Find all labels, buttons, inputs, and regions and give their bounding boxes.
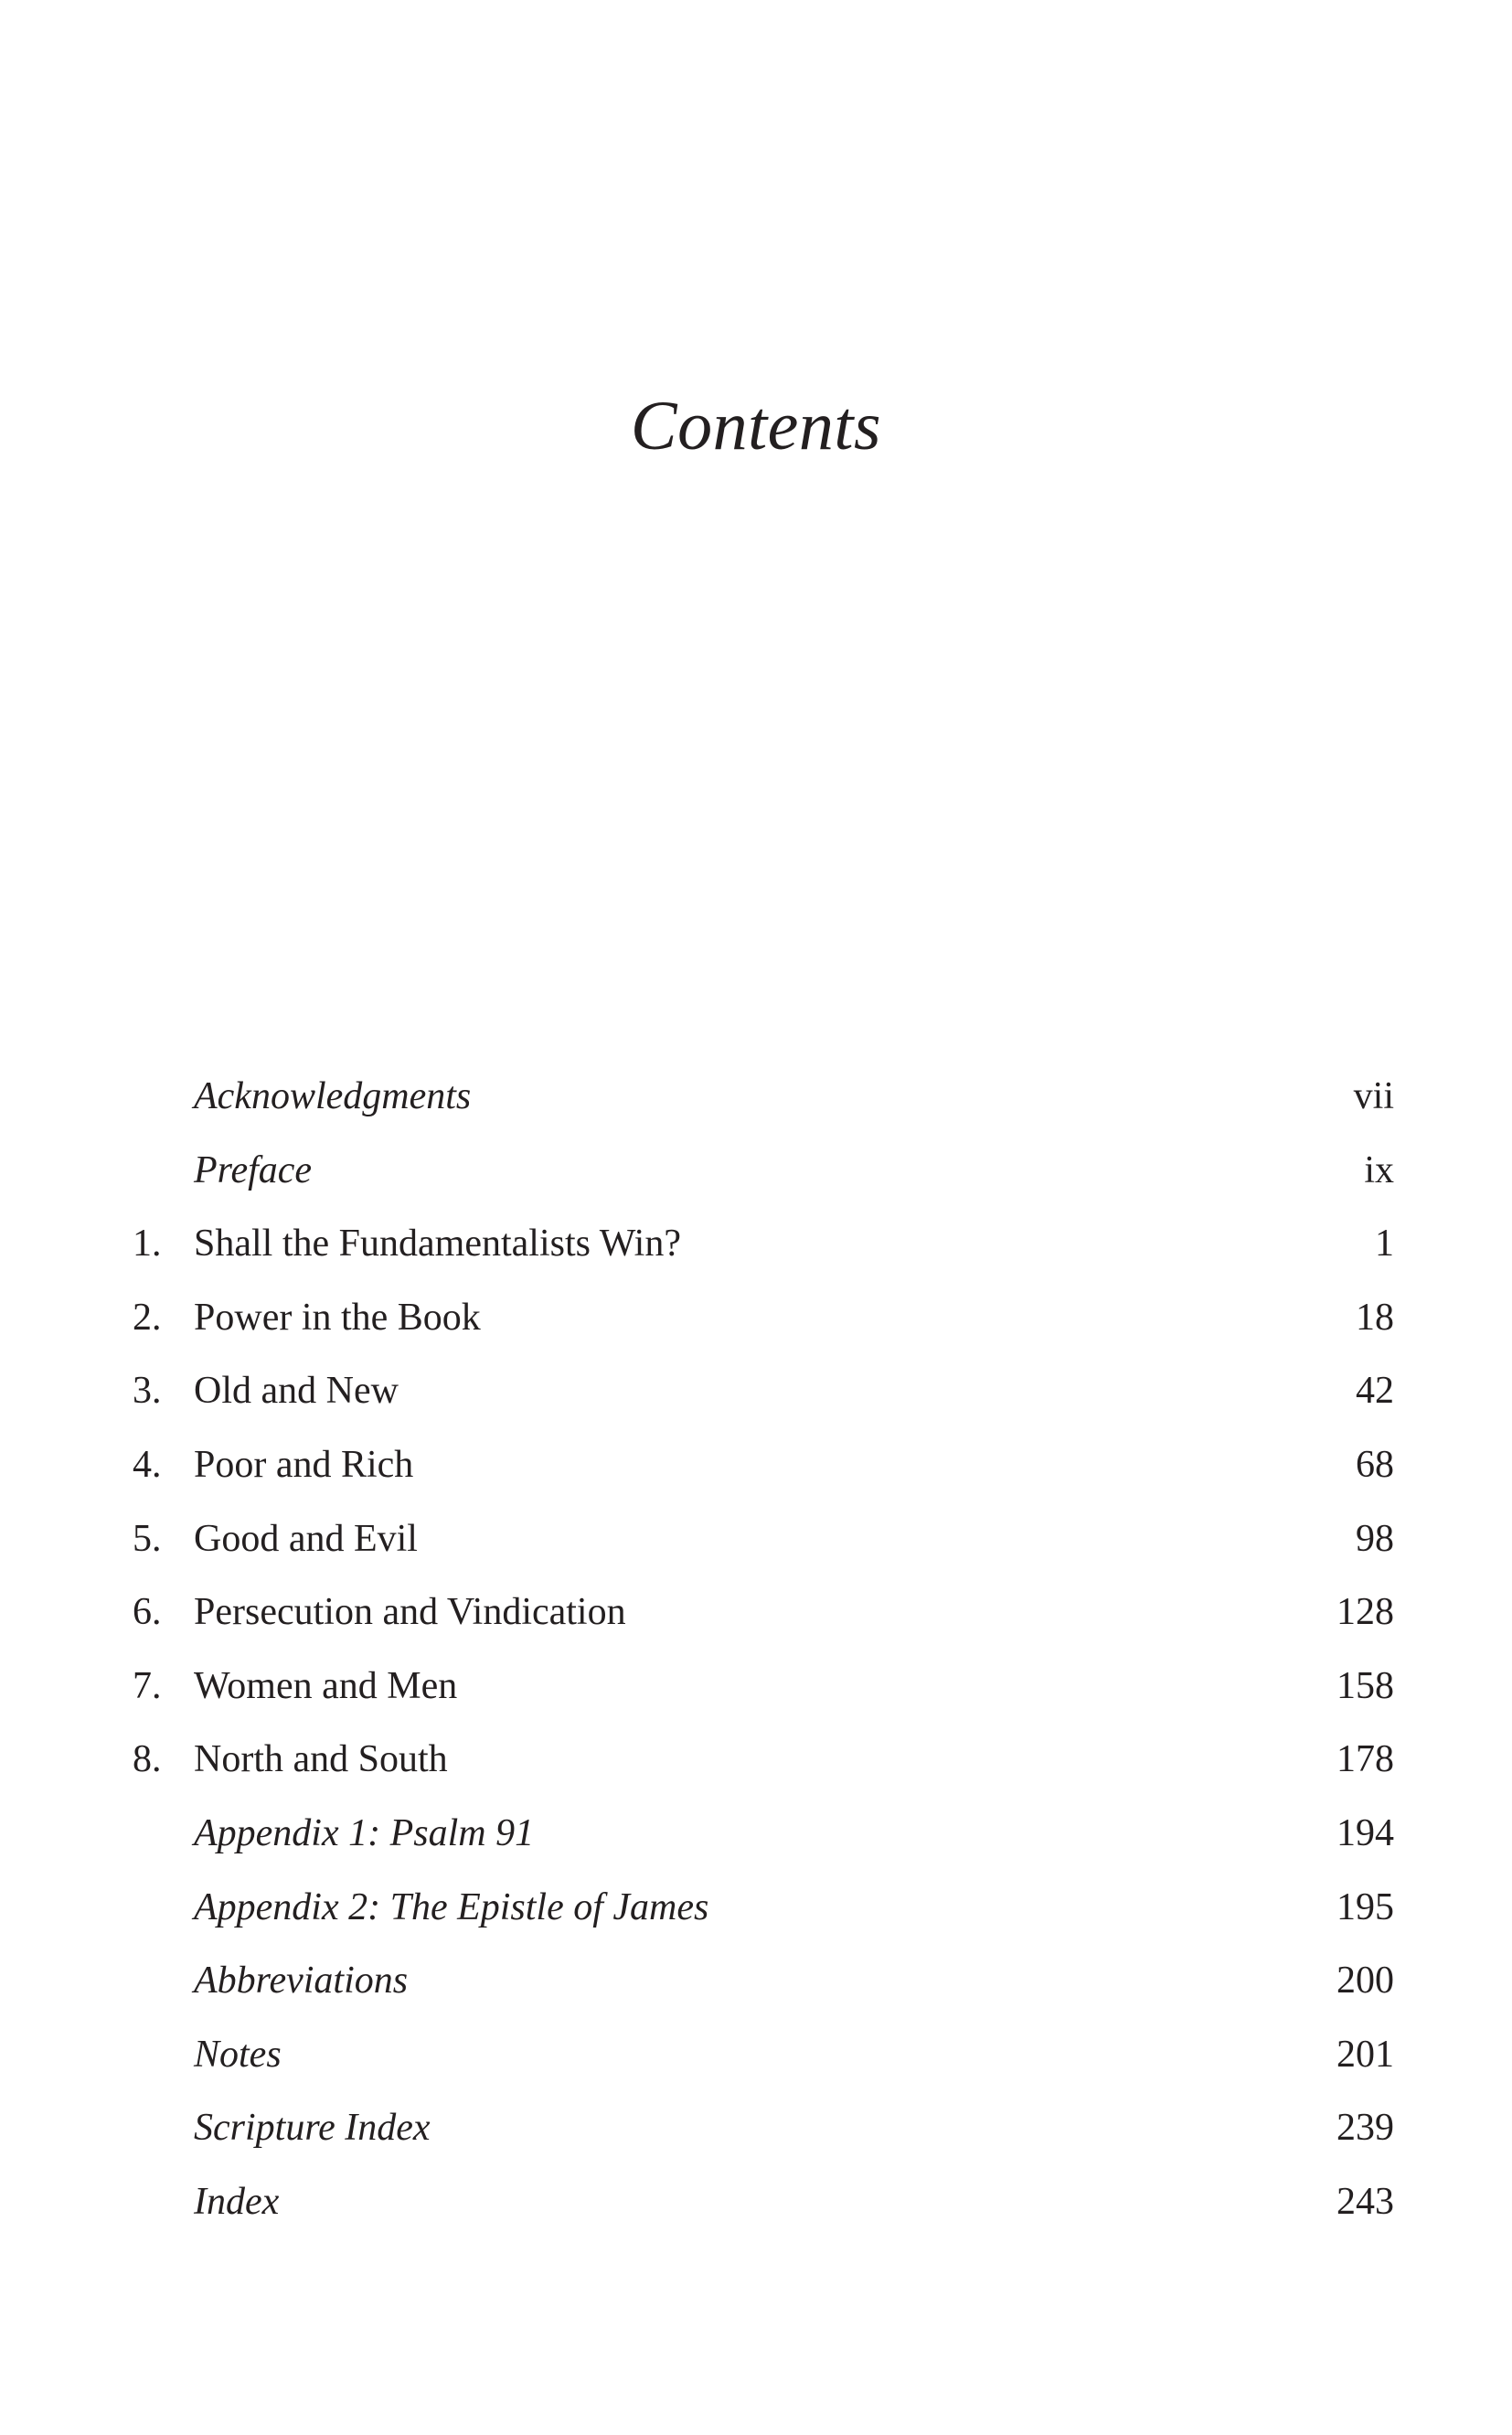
toc-entry-page: 42 — [1356, 1370, 1394, 1413]
toc-entry-title: North and South — [194, 1738, 448, 1781]
toc-entry-chapter-3[interactable] — [133, 1369, 1394, 1443]
toc-entry-chapter-2[interactable] — [133, 1296, 1394, 1370]
toc-entry-chapter-7[interactable] — [133, 1664, 1394, 1738]
toc-entry-page: 200 — [1336, 1960, 1394, 2002]
toc-entry-title: Shall the Fundamentalists Win? — [194, 1223, 681, 1266]
toc-entry-page: 201 — [1336, 2033, 1394, 2076]
toc-entry-chapter-5[interactable] — [133, 1517, 1394, 1591]
toc-entry-title: Appendix 2: The Epistle of James — [194, 1885, 709, 1928]
toc-entry-page: 1 — [1375, 1223, 1394, 1266]
toc-entry-abbreviations[interactable] — [133, 1959, 1394, 2033]
toc-entry-acknowledgments[interactable] — [133, 1074, 1394, 1148]
toc-entry-title: Old and New — [194, 1370, 399, 1413]
toc-entry-title: Preface — [194, 1148, 313, 1191]
table-of-contents — [133, 1074, 1394, 2254]
toc-entry-number: 6. — [133, 1591, 162, 1634]
toc-entry-page: 195 — [1336, 1885, 1394, 1928]
toc-entry-chapter-8[interactable] — [133, 1737, 1394, 1811]
toc-entry-page: 239 — [1336, 2107, 1394, 2150]
toc-entry-title: Power in the Book — [194, 1296, 481, 1339]
toc-entry-page: 158 — [1336, 1664, 1394, 1707]
toc-entry-page: 243 — [1336, 2180, 1394, 2223]
toc-entry-page: 68 — [1356, 1443, 1394, 1486]
toc-entry-title: Persecution and Vindication — [194, 1591, 626, 1634]
toc-entry-page: 194 — [1336, 1811, 1394, 1854]
toc-entry-title: Scripture Index — [194, 2107, 431, 2150]
toc-entry-number: 5. — [133, 1517, 162, 1560]
toc-entry-number: 8. — [133, 1738, 162, 1781]
toc-entry-appendix-1[interactable] — [133, 1811, 1394, 1885]
toc-entry-title: Acknowledgments — [194, 1075, 472, 1117]
toc-entry-number: 1. — [133, 1223, 162, 1266]
toc-entry-title: Good and Evil — [194, 1517, 418, 1560]
toc-entry-number: 3. — [133, 1370, 162, 1413]
toc-entry-notes[interactable] — [133, 2033, 1394, 2107]
toc-entry-title: Index — [194, 2180, 280, 2223]
toc-entry-number: 4. — [133, 1443, 162, 1486]
page-title: Contents — [630, 388, 882, 465]
toc-entry-page: 178 — [1336, 1738, 1394, 1781]
toc-entry-index[interactable] — [133, 2180, 1394, 2254]
toc-entry-title: Poor and Rich — [194, 1443, 414, 1486]
toc-entry-page: ix — [1364, 1148, 1394, 1191]
toc-entry-appendix-2[interactable] — [133, 1885, 1394, 1960]
toc-entry-title: Abbreviations — [194, 1960, 409, 2002]
toc-entry-number: 2. — [133, 1296, 162, 1339]
toc-entry-chapter-4[interactable] — [133, 1443, 1394, 1517]
toc-entry-chapter-6[interactable] — [133, 1590, 1394, 1664]
toc-entry-number: 7. — [133, 1664, 162, 1707]
toc-entry-scripture-index[interactable] — [133, 2106, 1394, 2180]
toc-entry-page: 18 — [1356, 1296, 1394, 1339]
toc-entry-page: vii — [1353, 1075, 1394, 1117]
toc-entry-title: Women and Men — [194, 1664, 458, 1707]
toc-entry-chapter-1[interactable] — [133, 1222, 1394, 1296]
toc-entry-page: 98 — [1356, 1517, 1394, 1560]
toc-entry-title: Notes — [194, 2033, 282, 2076]
toc-entry-page: 128 — [1336, 1591, 1394, 1634]
toc-entry-preface[interactable] — [133, 1148, 1394, 1223]
toc-entry-title: Appendix 1: Psalm 91 — [194, 1811, 535, 1854]
